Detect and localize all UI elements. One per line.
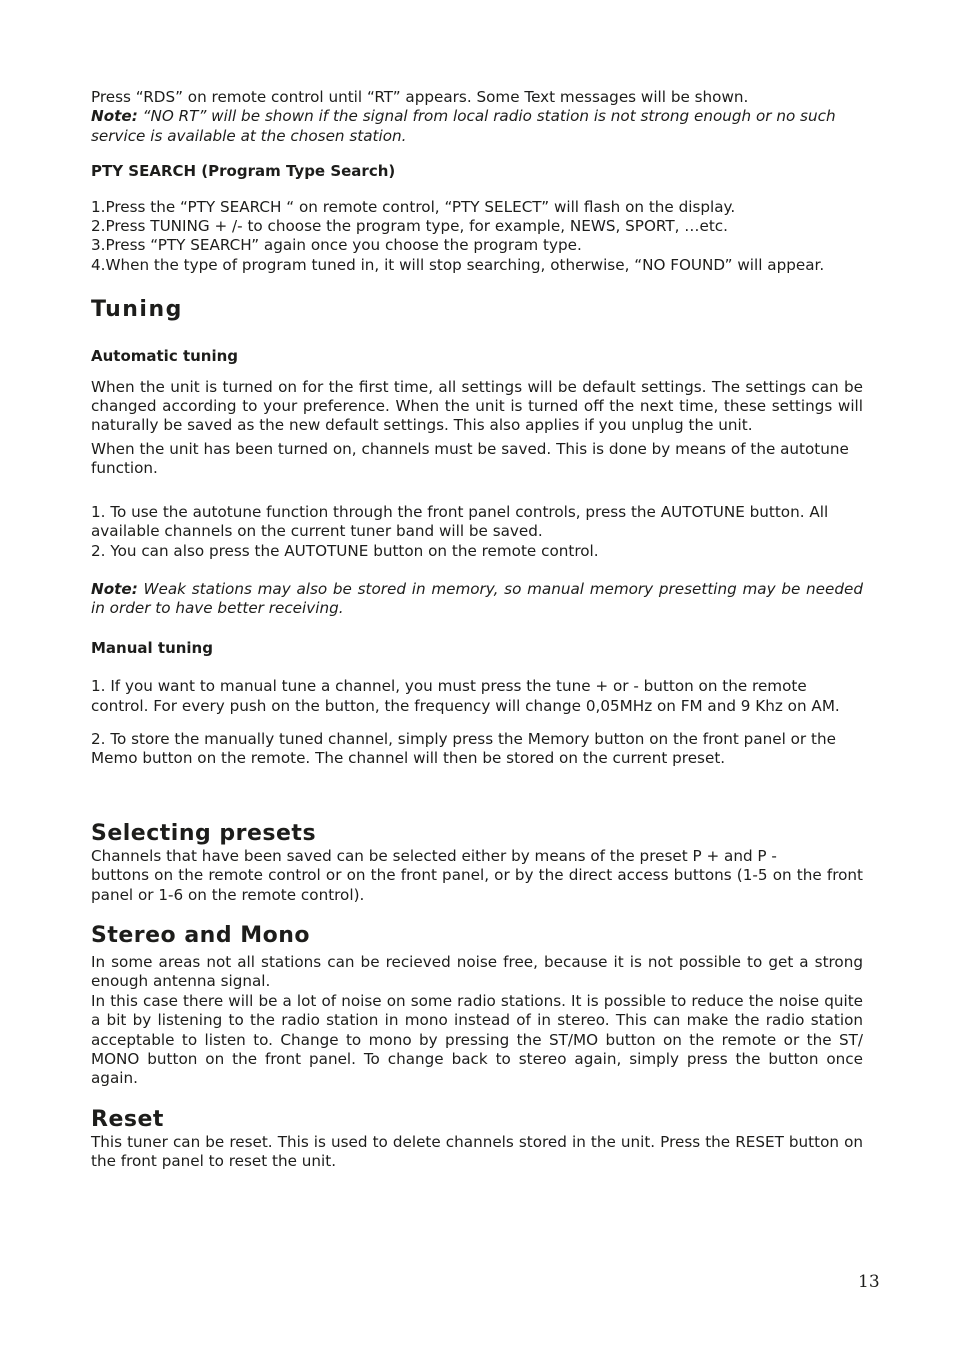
pty-steps <box>91 198 863 276</box>
presets-line1: Channels that have been saved can be selected either by means of the preset P + and P - <box>91 846 777 865</box>
automatic-tuning-para1: When the unit is turned on for the first time, all settings will be default settings. The settings can be changed according to your preference. When the unit is turned off the next time, these settings will naturally be saved as the new default settings. This also applies if you unplug the unit. <box>91 377 863 435</box>
note-label: Note: <box>91 107 138 126</box>
rt-note <box>91 107 863 146</box>
automatic-tuning-heading: Automatic tuning <box>91 347 239 366</box>
manual-tuning-step2: 2. To store the manually tuned channel, simply press the Memory button on the front panel or the Memo button on the remote. The channel will then be stored on the current preset. <box>91 729 836 768</box>
manual-tuning-heading: Manual tuning <box>91 638 213 657</box>
pty-search-heading: PTY SEARCH (Program Type Search) <box>91 162 396 181</box>
rds-instruction: Press “RDS” on remote control until “RT” appears. Some Text messages will be shown. <box>91 88 749 106</box>
stereo-mono-heading: Stereo and Mono <box>91 922 311 948</box>
presets-line2: buttons on the remote control or on the front panel, or by the direct access buttons (1-5 on the front panel or 1-6 on the remote control). <box>91 866 863 904</box>
selecting-presets-heading: Selecting presets <box>91 820 317 846</box>
document-page <box>91 88 863 1172</box>
stereo-para1: In some areas not all stations can be recieved noise free, because it is not possible to get a strong enough antenna signal. <box>91 952 863 991</box>
tuning-heading: Tuning <box>91 297 183 323</box>
note-text: “NO RT” will be shown if the signal from local radio station is not strong enough or no such service is available at the chosen station. <box>91 107 836 145</box>
autotune-step1: 1. To use the autotune function through the front panel controls, press the AUTOTUNE button. All available channels on the current tuner band will be saved. <box>91 502 829 541</box>
pty-step: 3.Press “PTY SEARCH” again once you choose the program type. <box>91 236 582 255</box>
reset-para: This tuner can be reset. This is used to delete channels stored in the unit. Press the RESET button on the front panel to reset the unit. <box>91 1132 863 1171</box>
reset-heading: Reset <box>91 1106 164 1132</box>
note-text: Weak stations may also be stored in memory, so manual memory presetting may be needed in order to have better receiving. <box>91 579 863 618</box>
automatic-tuning-para2: When the unit has been turned on, channels must be saved. This is done by means of the autotune function. <box>91 439 849 478</box>
stereo-para2: In this case there will be a lot of noise on some radio stations. It is possible to reduce the noise quite a bit by listening to the radio station in mono instead of in stereo. This can make the radio station acceptable to listen to. Change to mono by pressing the ST/MO button on the remote or the ST/ MONO button on the front panel. To change back to stereo again, simply press the button once again. <box>91 991 863 1088</box>
pty-step: 1.Press the “PTY SEARCH “ on remote control, “PTY SELECT” will flash on the display. <box>91 197 736 216</box>
weak-stations-note <box>91 580 863 619</box>
pty-step: 2.Press TUNING + /- to choose the program type, for example, NEWS, SPORT, …etc. <box>91 217 728 236</box>
page-number: 13 <box>858 1272 880 1292</box>
pty-step: 4.When the type of program tuned in, it will stop searching, otherwise, “NO FOUND” will appear. <box>91 255 825 274</box>
note-label: Note: <box>91 579 138 598</box>
autotune-step2: 2. You can also press the AUTOTUNE button on the remote control. <box>91 541 599 560</box>
manual-tuning-step1: 1. If you want to manual tune a channel, you must press the tune + or - button on the remote control. For every push on the button, the frequency will change 0,05MHz on FM and 9 Khz on AM. <box>91 677 840 715</box>
